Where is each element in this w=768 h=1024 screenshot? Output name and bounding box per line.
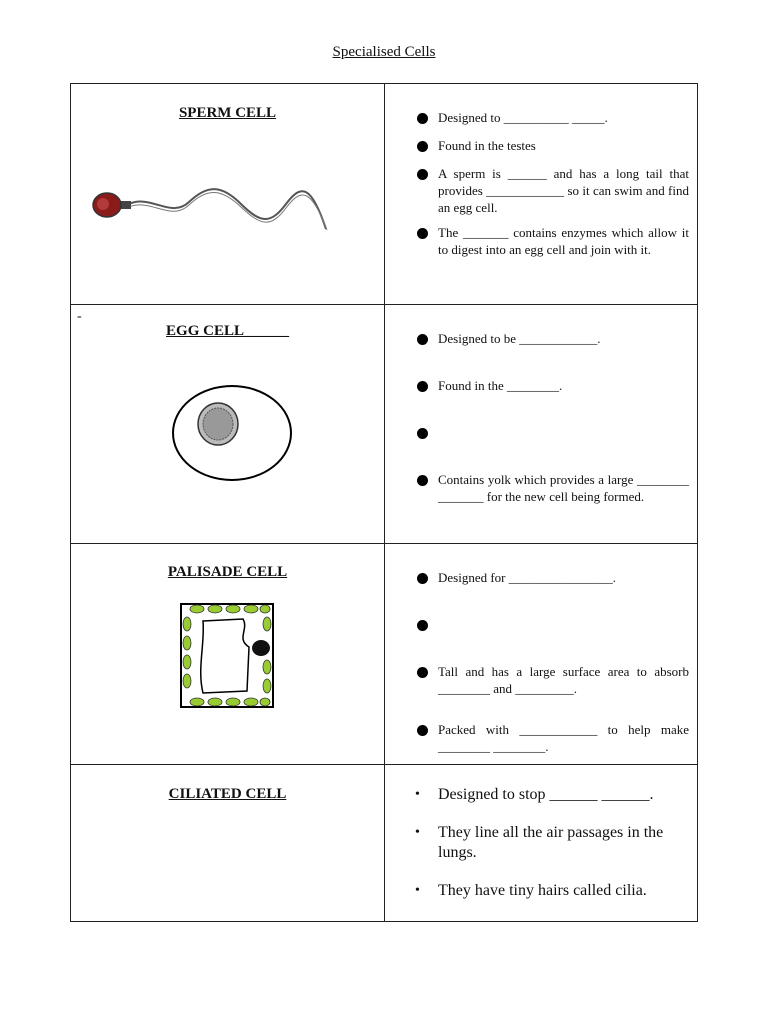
table-row <box>71 84 698 305</box>
table-row <box>71 305 698 544</box>
list-item: • They line all the air passages in the lungs. <box>415 824 664 861</box>
bullet-list <box>385 109 697 258</box>
cell-heading: CILIATED CELL <box>168 786 287 802</box>
list-item <box>385 424 689 441</box>
table-row <box>71 765 698 922</box>
list-item: Packed with ____________ to help make ________ ________. <box>385 721 689 755</box>
list-item: Designed to __________ _____. <box>385 109 689 126</box>
bullet-icon <box>417 475 428 486</box>
bullet-icon <box>417 381 428 392</box>
bullet-icon <box>417 113 428 124</box>
cell-heading: SPERM CELL <box>178 105 277 121</box>
list-item: Tall and has a large surface area to absorb ________ and _________. <box>385 663 689 697</box>
cell-right <box>385 765 698 922</box>
cell-right <box>385 305 698 544</box>
bullet-list <box>385 330 697 505</box>
bullet-icon <box>417 169 428 180</box>
cell-right <box>385 544 698 765</box>
list-item: • They have tiny hairs called cilia. <box>415 882 647 899</box>
bullet-list <box>385 569 697 755</box>
sperm-cell-diagram <box>71 174 384 294</box>
list-item: • Designed to stop ______ ______. <box>415 786 654 803</box>
cell-heading: PALISADE CELL <box>167 564 288 580</box>
cell-heading: EGG CELL______ <box>166 323 289 339</box>
cells-table <box>70 83 698 922</box>
cell-right <box>385 84 698 305</box>
cell-left <box>71 765 385 922</box>
list-item: The _______ contains enzymes which allow it to digest into an egg cell and join with it. <box>385 224 689 258</box>
bullet-icon <box>417 334 428 345</box>
bullet-icon: • <box>415 883 420 898</box>
list-item: Found in the testes <box>385 137 689 154</box>
list-item: Contains yolk which provides a large ________ _______ for the new cell being formed. <box>385 471 689 505</box>
list-item: A sperm is ______ and has a long tail that provides ____________ so it can swim and find an egg cell. <box>385 165 689 216</box>
cell-left <box>71 305 385 544</box>
list-item: Designed for ________________. <box>385 569 689 586</box>
table-row <box>71 544 698 765</box>
bullet-icon <box>417 725 428 736</box>
cell-left <box>71 84 385 305</box>
bullet-icon <box>417 428 428 439</box>
bullet-list <box>385 785 697 901</box>
page-title: Specialised Cells <box>332 44 436 60</box>
bullet-icon: • <box>415 825 420 840</box>
bullet-icon: • <box>415 787 420 802</box>
bullet-icon <box>417 667 428 678</box>
egg-cell-diagram <box>71 385 384 515</box>
cell-left <box>71 544 385 765</box>
bullet-icon <box>417 141 428 152</box>
list-item: Found in the ________. <box>385 377 689 394</box>
bullet-icon <box>417 573 428 584</box>
list-item <box>385 616 689 633</box>
bullet-icon <box>417 620 428 631</box>
dash-marker: - <box>77 309 82 324</box>
palisade-cell-diagram <box>71 599 384 719</box>
bullet-icon <box>417 228 428 239</box>
list-item: Designed to be ____________. <box>385 330 689 347</box>
